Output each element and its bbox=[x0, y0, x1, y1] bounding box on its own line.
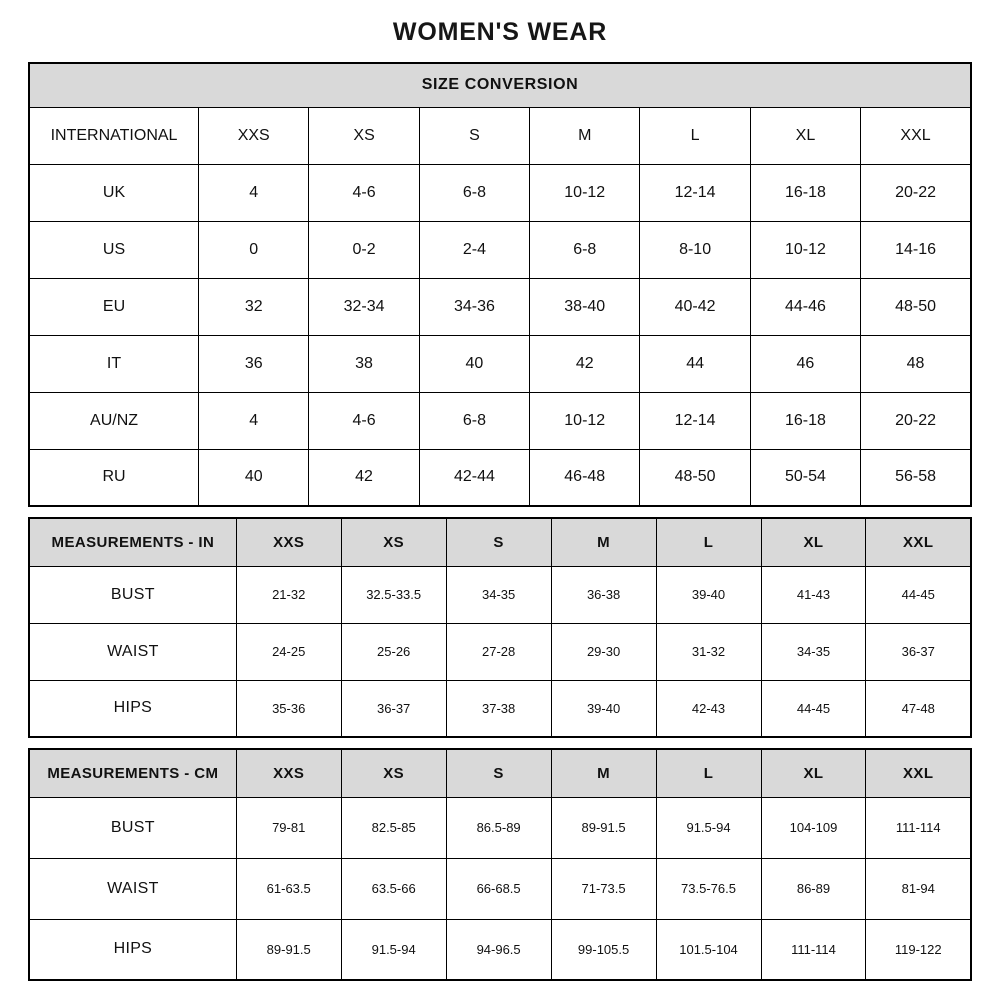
table-cell: 48-50 bbox=[640, 449, 750, 506]
table-cell: XXL bbox=[861, 107, 971, 164]
table-cell: XXS bbox=[199, 107, 309, 164]
column-header: S bbox=[446, 518, 551, 566]
row-label: INTERNATIONAL bbox=[29, 107, 199, 164]
table-cell: 42-43 bbox=[656, 680, 761, 737]
table-cell: 27-28 bbox=[446, 623, 551, 680]
table-cell: 10-12 bbox=[530, 164, 640, 221]
row-label: UK bbox=[29, 164, 199, 221]
table-cell: 8-10 bbox=[640, 221, 750, 278]
row-label: AU/NZ bbox=[29, 392, 199, 449]
table-cell: 16-18 bbox=[750, 392, 860, 449]
table-cell: 32.5-33.5 bbox=[341, 566, 446, 623]
table-row bbox=[29, 278, 971, 335]
table-cell: L bbox=[640, 107, 750, 164]
table-cell: 42-44 bbox=[419, 449, 529, 506]
table-cell: M bbox=[530, 107, 640, 164]
table-cell: 44 bbox=[640, 335, 750, 392]
table-cell: 71-73.5 bbox=[551, 858, 656, 919]
table-cell: 20-22 bbox=[861, 164, 971, 221]
table-cell: 25-26 bbox=[341, 623, 446, 680]
table-cell: 36-38 bbox=[551, 566, 656, 623]
table-row bbox=[29, 107, 971, 164]
table-cell: 56-58 bbox=[861, 449, 971, 506]
table-cell: 39-40 bbox=[551, 680, 656, 737]
column-header: M bbox=[551, 518, 656, 566]
table-row bbox=[29, 858, 971, 919]
table-cell: 86.5-89 bbox=[446, 797, 551, 858]
measurements-cm-table bbox=[28, 748, 972, 981]
table-cell: 10-12 bbox=[530, 392, 640, 449]
table-cell: 2-4 bbox=[419, 221, 529, 278]
table-cell: 86-89 bbox=[761, 858, 866, 919]
table-title: MEASUREMENTS - IN bbox=[29, 518, 236, 566]
table-cell: 47-48 bbox=[866, 680, 971, 737]
table-cell: 4-6 bbox=[309, 164, 419, 221]
row-label: WAIST bbox=[29, 623, 236, 680]
table-cell: 119-122 bbox=[866, 919, 971, 980]
table-row bbox=[29, 164, 971, 221]
table-cell: 34-35 bbox=[446, 566, 551, 623]
table-cell: 31-32 bbox=[656, 623, 761, 680]
table-cell: 44-45 bbox=[866, 566, 971, 623]
table-cell: 89-91.5 bbox=[551, 797, 656, 858]
table-row bbox=[29, 449, 971, 506]
column-header: S bbox=[446, 749, 551, 797]
table-cell: 36-37 bbox=[866, 623, 971, 680]
measurements-in-table bbox=[28, 517, 972, 738]
column-header: L bbox=[656, 749, 761, 797]
column-header: XL bbox=[761, 749, 866, 797]
row-label: HIPS bbox=[29, 680, 236, 737]
table-cell: 21-32 bbox=[236, 566, 341, 623]
row-label: EU bbox=[29, 278, 199, 335]
column-header: XXL bbox=[866, 518, 971, 566]
table-row bbox=[29, 797, 971, 858]
column-header: L bbox=[656, 518, 761, 566]
table-cell: 40 bbox=[419, 335, 529, 392]
row-label: US bbox=[29, 221, 199, 278]
table-header-row bbox=[29, 749, 971, 797]
table-cell: 91.5-94 bbox=[656, 797, 761, 858]
table-cell: 0-2 bbox=[309, 221, 419, 278]
table-title: SIZE CONVERSION bbox=[29, 63, 971, 107]
row-label: BUST bbox=[29, 566, 236, 623]
table-cell: 41-43 bbox=[761, 566, 866, 623]
table-cell: 6-8 bbox=[530, 221, 640, 278]
table-cell: 32-34 bbox=[309, 278, 419, 335]
table-cell: 42 bbox=[530, 335, 640, 392]
column-header: M bbox=[551, 749, 656, 797]
table-cell: 46-48 bbox=[530, 449, 640, 506]
table-cell: 24-25 bbox=[236, 623, 341, 680]
table-cell: 91.5-94 bbox=[341, 919, 446, 980]
table-cell: 39-40 bbox=[656, 566, 761, 623]
table-row bbox=[29, 392, 971, 449]
column-header: XXS bbox=[236, 518, 341, 566]
table-cell: 50-54 bbox=[750, 449, 860, 506]
table-cell: 111-114 bbox=[761, 919, 866, 980]
column-header: XXL bbox=[866, 749, 971, 797]
table-cell: 101.5-104 bbox=[656, 919, 761, 980]
row-label: BUST bbox=[29, 797, 236, 858]
column-header: XL bbox=[761, 518, 866, 566]
table-cell: 6-8 bbox=[419, 392, 529, 449]
row-label: IT bbox=[29, 335, 199, 392]
table-cell: 38-40 bbox=[530, 278, 640, 335]
table-cell: S bbox=[419, 107, 529, 164]
table-cell: 79-81 bbox=[236, 797, 341, 858]
table-cell: 40-42 bbox=[640, 278, 750, 335]
table-cell: XL bbox=[750, 107, 860, 164]
table-cell: 0 bbox=[199, 221, 309, 278]
row-label: HIPS bbox=[29, 919, 236, 980]
table-cell: 34-35 bbox=[761, 623, 866, 680]
table-cell: 66-68.5 bbox=[446, 858, 551, 919]
table-cell: 36-37 bbox=[341, 680, 446, 737]
table-cell: 4-6 bbox=[309, 392, 419, 449]
table-cell: 34-36 bbox=[419, 278, 529, 335]
table-cell: 46 bbox=[750, 335, 860, 392]
table-cell: 94-96.5 bbox=[446, 919, 551, 980]
table-cell: 12-14 bbox=[640, 164, 750, 221]
table-cell: 82.5-85 bbox=[341, 797, 446, 858]
table-row bbox=[29, 623, 971, 680]
table-row bbox=[29, 335, 971, 392]
table-cell: 32 bbox=[199, 278, 309, 335]
table-cell: 104-109 bbox=[761, 797, 866, 858]
table-row bbox=[29, 221, 971, 278]
table-cell: 10-12 bbox=[750, 221, 860, 278]
table-cell: 20-22 bbox=[861, 392, 971, 449]
table-cell: 99-105.5 bbox=[551, 919, 656, 980]
table-cell: 38 bbox=[309, 335, 419, 392]
table-cell: 44-45 bbox=[761, 680, 866, 737]
column-header: XS bbox=[341, 518, 446, 566]
table-cell: 12-14 bbox=[640, 392, 750, 449]
table-cell: 37-38 bbox=[446, 680, 551, 737]
table-cell: 4 bbox=[199, 164, 309, 221]
table-cell: 48-50 bbox=[861, 278, 971, 335]
table-cell: XS bbox=[309, 107, 419, 164]
table-cell: 61-63.5 bbox=[236, 858, 341, 919]
table-cell: 35-36 bbox=[236, 680, 341, 737]
page-title: WOMEN'S WEAR bbox=[392, 18, 608, 46]
table-cell: 111-114 bbox=[866, 797, 971, 858]
table-cell: 42 bbox=[309, 449, 419, 506]
table-cell: 73.5-76.5 bbox=[656, 858, 761, 919]
table-cell: 44-46 bbox=[750, 278, 860, 335]
table-cell: 29-30 bbox=[551, 623, 656, 680]
table-cell: 36 bbox=[199, 335, 309, 392]
table-cell: 63.5-66 bbox=[341, 858, 446, 919]
size-conversion-table bbox=[28, 62, 972, 507]
table-row bbox=[29, 919, 971, 980]
table-title: MEASUREMENTS - CM bbox=[29, 749, 236, 797]
row-label: WAIST bbox=[29, 858, 236, 919]
table-row bbox=[29, 680, 971, 737]
table-cell: 6-8 bbox=[419, 164, 529, 221]
column-header: XXS bbox=[236, 749, 341, 797]
table-cell: 40 bbox=[199, 449, 309, 506]
table-cell: 89-91.5 bbox=[236, 919, 341, 980]
table-header-row bbox=[29, 518, 971, 566]
table-cell: 4 bbox=[199, 392, 309, 449]
table-cell: 14-16 bbox=[861, 221, 971, 278]
table-cell: 81-94 bbox=[866, 858, 971, 919]
table-cell: 16-18 bbox=[750, 164, 860, 221]
table-cell: 48 bbox=[861, 335, 971, 392]
table-row bbox=[29, 566, 971, 623]
column-header: XS bbox=[341, 749, 446, 797]
row-label: RU bbox=[29, 449, 199, 506]
